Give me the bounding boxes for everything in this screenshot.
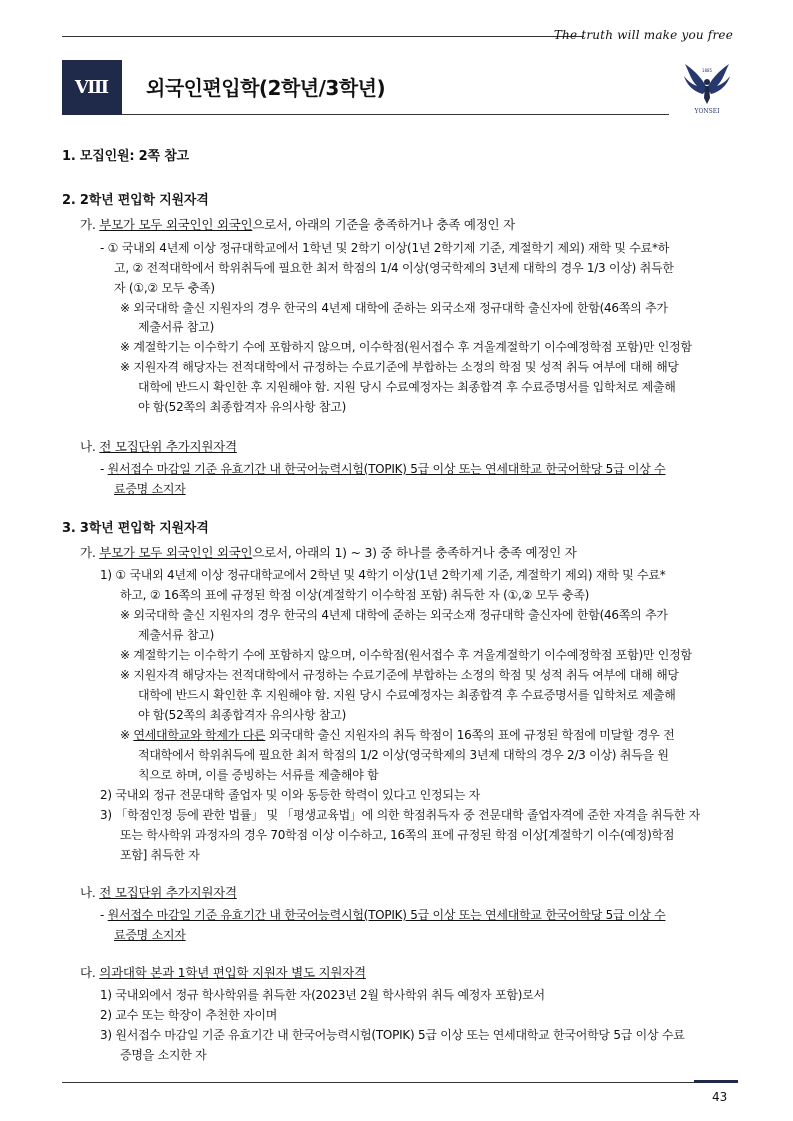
section-2-item-na: 나. 전 모집단위 추가지원자격 — [80, 439, 237, 454]
paragraph-line: 포함] 취득한 자 — [120, 848, 200, 862]
section-2-heading: 2. 2학년 편입학 지원자격 — [62, 193, 209, 208]
footer-page-tab — [694, 1080, 738, 1083]
paragraph-line: - ① 국내외 4년제 이상 정규대학교에서 1학년 및 2학기 이상(1년 2학기제 기준, 계절학기 제외) 재학 및 수료*하 — [100, 241, 670, 255]
paragraph-line: 1) ① 국내외 4년제 이상 정규대학교에서 2학년 및 4학기 이상(1년 2학기제 기준, 계절학기 제외) 재학 및 수료* — [100, 568, 666, 582]
logo-text: YONSEI — [694, 108, 720, 115]
paragraph-line: 2) 국내외 정규 전문대학 졸업자 및 이와 동등한 학력이 있다고 인정되는 자 — [100, 788, 480, 802]
note-line: 대학에 반드시 확인한 후 지원해야 함. 지원 당시 수료예정자는 최종합격 후 수료증명서를 입학처로 제출해 — [138, 688, 676, 702]
section-1-heading: 1. 모집인원: 2쪽 참고 — [62, 149, 189, 164]
logo-year: 1885 — [701, 68, 713, 73]
chapter-number: Ⅷ — [74, 77, 110, 98]
paragraph-line: 증명을 소지한 자 — [120, 1048, 207, 1062]
paragraph-line: 또는 학사학위 과정자의 경우 70학점 이상 이수하고, 16쪽의 표에 규정된 학점 이상[계절학기 이수(예정)학점 — [120, 828, 675, 842]
motto-text: The truth will make you free — [553, 28, 733, 42]
paragraph-line: - 원서접수 마감일 기준 유효기간 내 한국어능력시험(TOPIK) 5급 이상 또는 연세대학교 한국어학당 5급 이상 수 — [100, 908, 666, 922]
paragraph-line: - 원서접수 마감일 기준 유효기간 내 한국어능력시험(TOPIK) 5급 이상 또는 연세대학교 한국어학당 5급 이상 수 — [100, 462, 666, 476]
page-title: 외국인편입학(2학년/3학년) — [146, 76, 386, 100]
paragraph-line: 3) 원서접수 마감일 기준 유효기간 내 한국어능력시험(TOPIK) 5급 이상 또는 연세대학교 한국어학당 5급 이상 수료 — [100, 1028, 685, 1042]
section-3-heading: 3. 3학년 편입학 지원자격 — [62, 521, 209, 536]
section-3-item-na: 나. 전 모집단위 추가지원자격 — [80, 885, 237, 900]
footer-rule — [62, 1082, 732, 1083]
paragraph-line: 3) 「학점인정 등에 관한 법률」 및 「평생교육법」에 의한 학점취득자 중 전문대학 졸업자격에 준한 자격을 취득한 자 — [100, 808, 700, 822]
note-line: 적대학에서 학위취득에 필요한 최저 학점의 1/2 이상(영국학제의 3년제 대학의 경우 2/3 이상) 취득을 원 — [138, 748, 669, 762]
paragraph-line: 료증명 소지자 — [114, 482, 186, 496]
note-line: 야 함(52쪽의 최종합격자 유의사항 참고) — [138, 708, 347, 722]
paragraph-line: 고, ② 전적대학에서 학위취득에 필요한 최저 학점의 1/4 이상(영국학제의 3년제 대학의 경우 1/3 이상) 취득한 — [114, 261, 674, 275]
note-line: ※ 연세대학교와 학제가 다른 외국대학 출신 지원자의 취득 학점이 16쪽의 표에 규정된 학점에 미달할 경우 전 — [120, 728, 675, 742]
paragraph-line: 하고, ② 16쪽의 표에 규정된 학점 이상(계절학기 이수학점 포함) 취득한 자 (①,② 모두 충족) — [120, 588, 590, 602]
section-3-item-da: 다. 의과대학 본과 1학년 편입학 지원자 별도 지원자격 — [80, 965, 366, 980]
paragraph-line: 2) 교수 또는 학장이 추천한 자이며 — [100, 1008, 278, 1022]
note-line: 제출서류 참고) — [138, 320, 215, 334]
note-line: 칙으로 하며, 이를 증빙하는 서류를 제출해야 함 — [138, 768, 379, 782]
note-line: ※ 지원자격 해당자는 전적대학에서 규정하는 수료기준에 부합하는 소정의 학점 및 성적 취득 여부에 대해 해당 — [120, 360, 679, 374]
section-3-item-ga: 가. 부모가 모두 외국인인 외국인으로서, 아래의 1) ~ 3) 중 하나를 충족하거나 충족 예정인 자 — [80, 545, 577, 560]
paragraph-line: 자 (①,② 모두 충족) — [114, 281, 215, 295]
note-line: ※ 계절학기는 이수학기 수에 포함하지 않으며, 이수학점(원서접수 후 겨울계절학기 이수예정학점 포함)만 인정함 — [120, 340, 692, 354]
note-line: 제출서류 참고) — [138, 628, 215, 642]
paragraph-line: 1) 국내외에서 정규 학사학위를 취득한 자(2023년 2월 학사학위 취득 예정자 포함)로서 — [100, 988, 545, 1002]
note-line: ※ 외국대학 출신 지원자의 경우 한국의 4년제 대학에 준하는 외국소재 정규대학 출신자에 한함(46쪽의 추가 — [120, 301, 668, 315]
note-line: 야 함(52쪽의 최종합격자 유의사항 참고) — [138, 400, 347, 414]
note-line: ※ 지원자격 해당자는 전적대학에서 규정하는 수료기준에 부합하는 소정의 학점 및 성적 취득 여부에 대해 해당 — [120, 668, 679, 682]
paragraph-line: 료증명 소지자 — [114, 928, 186, 942]
page-number: 43 — [712, 1090, 728, 1104]
note-line: ※ 외국대학 출신 지원자의 경우 한국의 4년제 대학에 준하는 외국소재 정규대학 출신자에 한함(46쪽의 추가 — [120, 608, 668, 622]
note-line: 대학에 반드시 확인한 후 지원해야 함. 지원 당시 수료예정자는 최종합격 후 수료증명서를 입학처로 제출해 — [138, 380, 676, 394]
note-line: ※ 계절학기는 이수학기 수에 포함하지 않으며, 이수학점(원서접수 후 겨울계절학기 이수예정학점 포함)만 인정함 — [120, 648, 692, 662]
section-2-item-ga: 가. 부모가 모두 외국인인 외국인으로서, 아래의 기준을 충족하거나 충족 예정인 자 — [80, 217, 515, 232]
